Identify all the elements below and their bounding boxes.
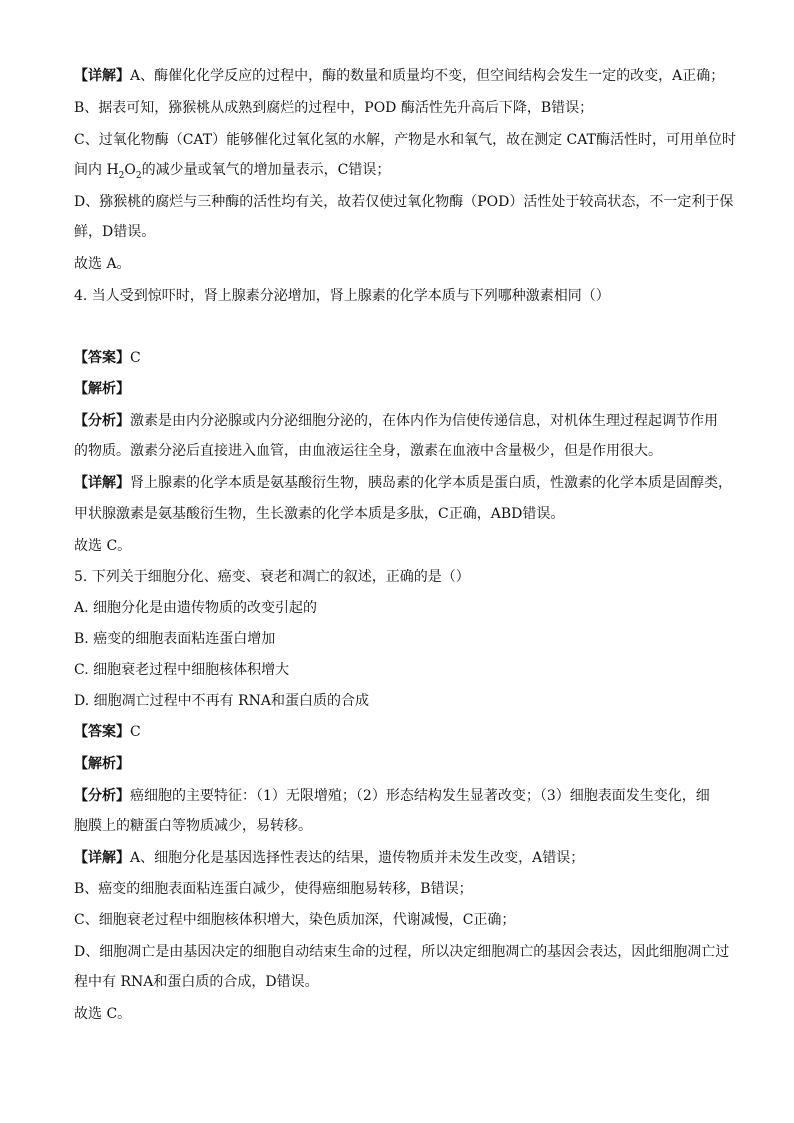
q5-conclusion: 故选 C。 xyxy=(74,1006,132,1022)
q5-answer: 【答案】C xyxy=(74,724,141,740)
q3-detail-A: 【详解】A、酶催化化学反应的过程中，酶的数量和质量均不变，但空间结构会发生一定的改变，A正确； xyxy=(74,68,725,84)
q5-analysis-2: 胞膜上的糖蛋白等物质减少，易转移。 xyxy=(74,818,312,834)
q5-detail-A: 【详解】A、细胞分化是基因选择性表达的结果，遗传物质并未发生改变，A错误； xyxy=(74,850,585,866)
q4-stem: 4. 当人受到惊吓时，肾上腺素分泌增加，肾上腺素的化学本质与下列哪种激素相同（） xyxy=(74,288,610,304)
q5-line-D1: D、细胞凋亡是由基因决定的细胞自动结束生命的过程，所以决定细胞凋亡的基因会表达，因此细胞凋亡过 xyxy=(74,944,730,960)
q5-option-b: B. 癌变的细胞表面粘连蛋白增加 xyxy=(74,631,276,647)
detail-label: 【详解】 xyxy=(74,475,130,491)
q5-option-d: D. 细胞凋亡过程中不再有 RNA和蛋白质的合成 xyxy=(74,693,369,709)
analysis-label: 【分析】 xyxy=(74,788,130,804)
q5-line-D2: 程中有 RNA和蛋白质的合成，D错误。 xyxy=(74,974,319,990)
q4-conclusion: 故选 C。 xyxy=(74,538,132,554)
detail-label: 【详解】 xyxy=(74,850,130,866)
answer-label: 【答案】 xyxy=(74,350,130,366)
q4-detail-1: 【详解】肾上腺素的化学本质是氨基酸衍生物，胰岛素的化学本质是蛋白质，性激素的化学本质是固醇类， xyxy=(74,475,732,491)
q5-analysis-1: 【分析】癌细胞的主要特征：（1）无限增殖；（2）形态结构发生显著改变；（3）细胞表面发生变化，细 xyxy=(74,788,710,804)
q3-line-D1: D、猕猴桃的腐烂与三种酶的活性均有关，故若仅使过氧化物酶（POD）活性处于较高状态，不一定利于保 xyxy=(74,194,734,210)
q4-analysis-2: 的物质。激素分泌后直接进入血管，由血液运往全身，激素在血液中含量极少，但是作用很大。 xyxy=(74,443,662,459)
q5-analysis-heading: 【解析】 xyxy=(74,756,130,772)
q5-line-B: B、癌变的细胞表面粘连蛋白减少，使得癌细胞易转移，B错误； xyxy=(74,881,473,897)
q3-line-C2: 间内 $H_2O_2$的减少量或氧气的增加量表示，C错误； xyxy=(74,162,391,180)
q5-stem: 5. 下列关于细胞分化、癌变、衰老和凋亡的叙述，正确的是（） xyxy=(74,569,470,585)
detail-label: 【详解】 xyxy=(74,68,130,84)
q5-line-C: C、细胞衰老过程中细胞核体积增大，染色质加深，代谢减慢，C正确； xyxy=(74,912,516,928)
q5-option-a: A. 细胞分化是由遗传物质的改变引起的 xyxy=(74,600,318,616)
q3-line-C1: C、过氧化物酶（CAT）能够催化过氧化氢的水解，产物是水和氧气，故在测定 CAT酶活性时，可用单位时 xyxy=(74,132,736,148)
q4-analysis-1: 【分析】激素是由内分泌腺或内分泌细胞分泌的，在体内作为信使传递信息，对机体生理过程起调节作用 xyxy=(74,413,718,429)
q4-detail-2: 甲状腺激素是氨基酸衍生物，生长激素的化学本质是多肽，C正确，ABD错误。 xyxy=(74,506,565,522)
q5-option-c: C. 细胞衰老过程中细胞核体积增大 xyxy=(74,662,290,678)
q3-conclusion: 故选 A。 xyxy=(74,256,131,272)
analysis-label: 【分析】 xyxy=(74,413,130,429)
answer-label: 【答案】 xyxy=(74,724,130,740)
q3-line-D2: 鲜，D错误。 xyxy=(74,224,156,240)
q3-line-B: B、据表可知，猕猴桃从成熟到腐烂的过程中，POD 酶活性先升高后下降，B错误； xyxy=(74,100,594,116)
q4-answer: 【答案】C xyxy=(74,350,141,366)
q4-analysis-heading: 【解析】 xyxy=(74,381,130,397)
